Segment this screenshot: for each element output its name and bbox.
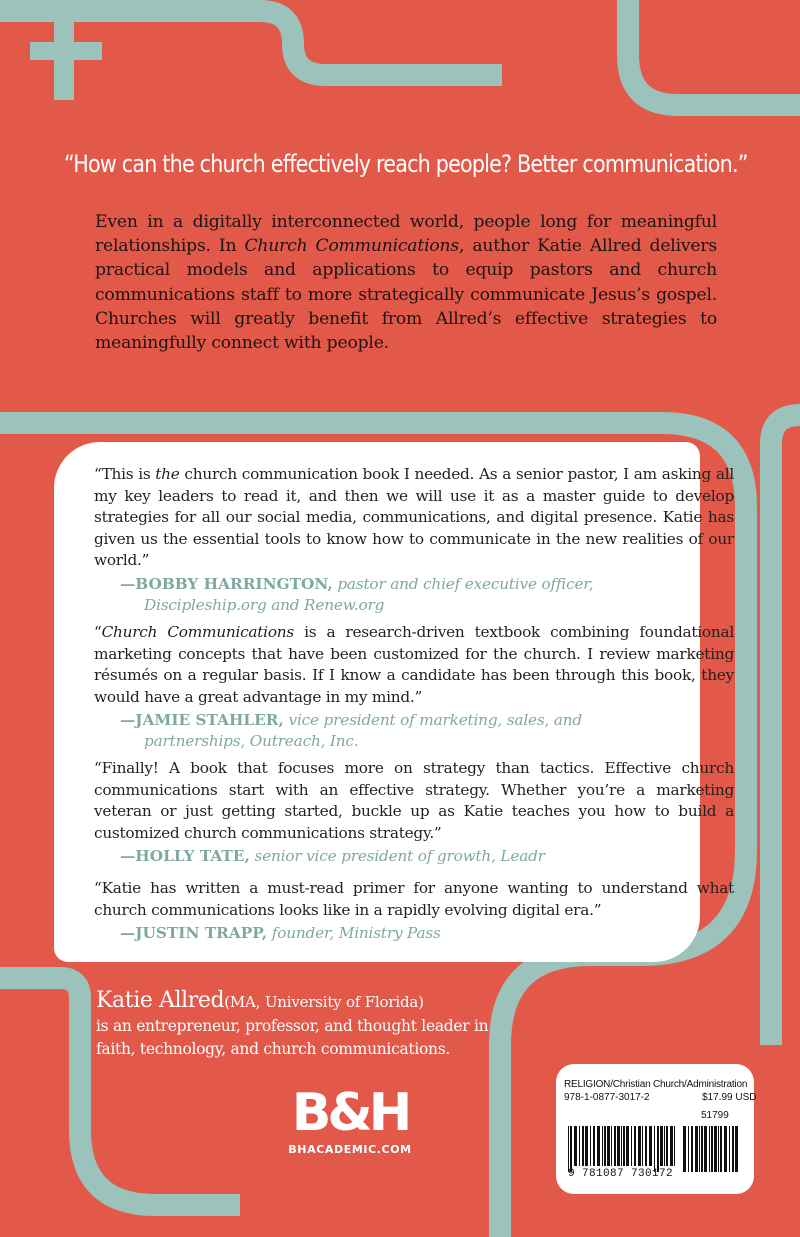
endorsement-text: “Church Communications is a research-driven textbook combining foundational marketing concepts that have been customized for the church. I review marketing résumés on a regular basis. If I know a candidate has been through this book, they would have a great advantage in my mind.” [94,623,734,706]
endorsement-text: “This is the church communication book I needed. As a senior pastor, I am asking all my key leaders to read it, and then we will use it as a master guide to develop strategies for all our social media, communications, and digital presence. Katie has given us the essential tools to know how to communicate in the new realities of our world.” [94,465,734,569]
price-addon-code: 51799 [701,1110,729,1121]
price: $17.99 USD [702,1092,757,1103]
headline-quote: “How can the church effectively reach people? Better communication.” [64,150,748,178]
endorser-role: founder, Ministry Pass [271,924,441,942]
endorser-role: vice president of marketing, sales, and [288,711,583,729]
intro-text-1: Even in a digitally interconnected world, people long for meaningful relationships. In [95,212,717,257]
endorser-role: senior vice president of growth, Leadr [254,847,545,865]
publisher-url: BHACADEMIC.COM [288,1143,412,1156]
endorser-role: pastor and chief executive officer, [337,574,594,593]
endorsement-text: “Finally! A book that focuses more on strategy than tactics. Effective church communications start with an effective strategy. Whether you’re a marketing veteran or just getting started, buckle up as Katie teaches you how to build a customized church communications strategy.” [94,759,734,842]
bh-logo-mark: B&H [291,1083,409,1143]
endorser-role-line2: Discipleship.org and Renew.org [144,595,385,614]
endorser-role-line2: partnerships, Outreach, Inc. [144,732,359,750]
endorser-name: —HOLLY TATE, [120,847,250,865]
endorser-name: —JAMIE STAHLER, [120,711,284,729]
bisac-category: RELIGION/Christian Church/Administration [564,1079,748,1090]
endorsement-text: “Katie has written a must-read primer for anyone wanting to understand what church communications looks like in a rapidly evolving digital era.” [94,879,734,919]
endorser-name: —BOBBY HARRINGTON, [120,574,333,593]
author-credentials: (MA, University of Florida) [224,993,424,1011]
endorser-name: —JUSTIN TRAPP, [120,924,268,942]
intro-book-title: Church Communications [244,236,459,257]
barcode-digits: 9 781087 730172 [568,1168,674,1180]
author-name: Katie Allred [96,988,225,1013]
intro-text-2: , author Katie Allred delivers practical models and applications to equip pastors and church communications staff to more strategically communicate Jesus’s gospel. Churches will greatly benefit from Allred’s effective strategies to meaningfully connect with people. [95,236,718,354]
isbn-number: 978-1-0877-3017-2 [564,1092,650,1103]
author-description: is an entrepreneur, professor, and thought leader in faith, technology, and church communications. [96,1017,489,1058]
